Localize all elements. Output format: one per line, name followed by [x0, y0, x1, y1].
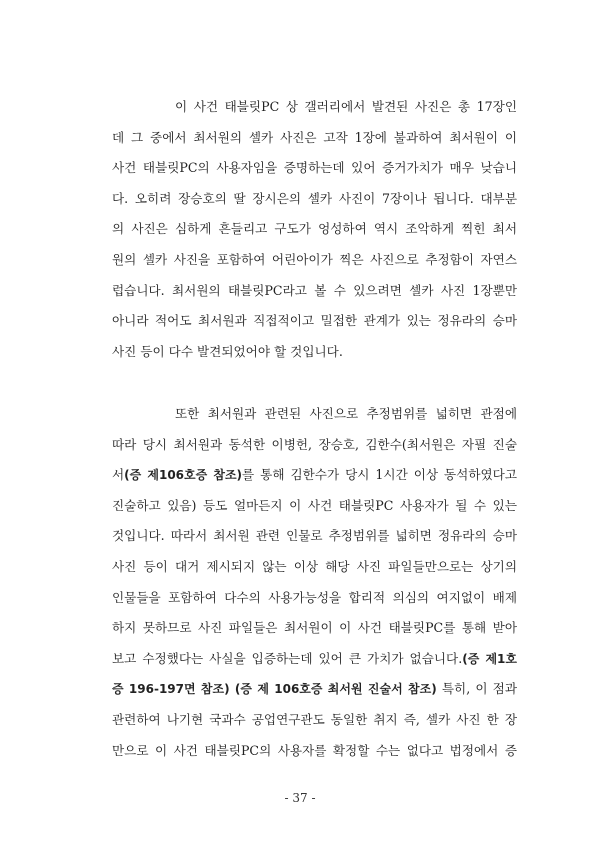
citation-bold: (증 제106호증 참조) [124, 468, 243, 483]
text-line [112, 644, 517, 675]
text-line: 사진 등이 다수 발견되었어야 할 것입니다. [112, 343, 343, 359]
paragraph-2 [112, 399, 517, 766]
text-segment: 서 [112, 467, 125, 483]
text-segment: 를 통해 김한수가 당시 1시간 이상 동석하였다고 [242, 467, 517, 483]
text-line: 다. 오히려 장승호의 딸 장시은의 셀카 사진이 7장이나 됩니다. 대부분 [112, 190, 517, 206]
text-line [112, 674, 517, 705]
text-segment: 특히, 이 점과 [436, 681, 517, 697]
text-line [112, 460, 517, 491]
text-line: 데 그 중에서 최서원의 셀카 사진은 고작 1장에 불과하여 최서원이 이 [112, 129, 517, 145]
text-line: 또한 최서원과 관련된 사진으로 추정범위를 넓히면 관점에 [175, 406, 517, 421]
page-number: - 37 - [284, 791, 316, 805]
text-line: 이 사건 태블릿PC 상 갤러리에서 발견된 사진은 총 17장인 [175, 99, 517, 114]
text-line: 따라 당시 최서원과 동석한 이병헌, 장승호, 김한수(최서원은 자필 진술 [112, 436, 517, 452]
text-line: 하지 못하므로 사진 파일들은 최서원이 이 사건 태블릿PC를 통해 받아 [112, 620, 517, 636]
text-line: 아니라 적어도 최서원과 직접적이고 밀접한 관계가 있는 정유라의 승마 [112, 313, 517, 329]
text-line: 만으로 이 사건 태블릿PC의 사용자를 확정할 수는 없다고 법정에서 증 [112, 742, 517, 758]
citation-bold: 증 196-197면 참조) (증 제 106호증 최서원 진술서 참조) [112, 682, 437, 697]
text-line: 관련하여 나기현 국과수 공업연구관도 동일한 취지 즉, 셀카 사진 한 장 [112, 711, 517, 727]
text-line: 럽습니다. 최서원의 태블릿PC라고 볼 수 있으려면 셀카 사진 1장뿐만 [112, 282, 517, 298]
citation-bold: (증 제1호 [462, 651, 517, 666]
text-line: 인물들을 포함하여 다수의 사용가능성을 합리적 의심의 여지없이 배제 [112, 589, 517, 605]
text-line: 진술하고 있음) 등도 얼마든지 이 사건 태블릿PC 사용자가 될 수 있는 [112, 497, 517, 513]
text-line: 의 사진은 심하게 흔들리고 구도가 엉성하여 역시 조악하게 찍힌 최서 [112, 221, 517, 237]
text-line: 사진 등이 대거 제시되지 않는 이상 해당 사진 파일들만으로는 상기의 [112, 558, 517, 574]
text-line: 원의 셀카 사진을 포함하여 어린아이가 찍은 사진으로 추정함이 자연스 [112, 251, 517, 267]
paragraph-1 [112, 92, 517, 367]
text-line: 것입니다. 따라서 최서원 관련 인물로 추정범위를 넓히면 정유라의 승마 [112, 528, 517, 544]
text-segment: 보고 수정했다는 사실을 입증하는데 있어 큰 가치가 없습니다. [112, 650, 463, 666]
text-line: 사건 태블릿PC의 사용자임을 증명하는데 있어 증거가치가 매우 낮습니 [112, 160, 517, 176]
